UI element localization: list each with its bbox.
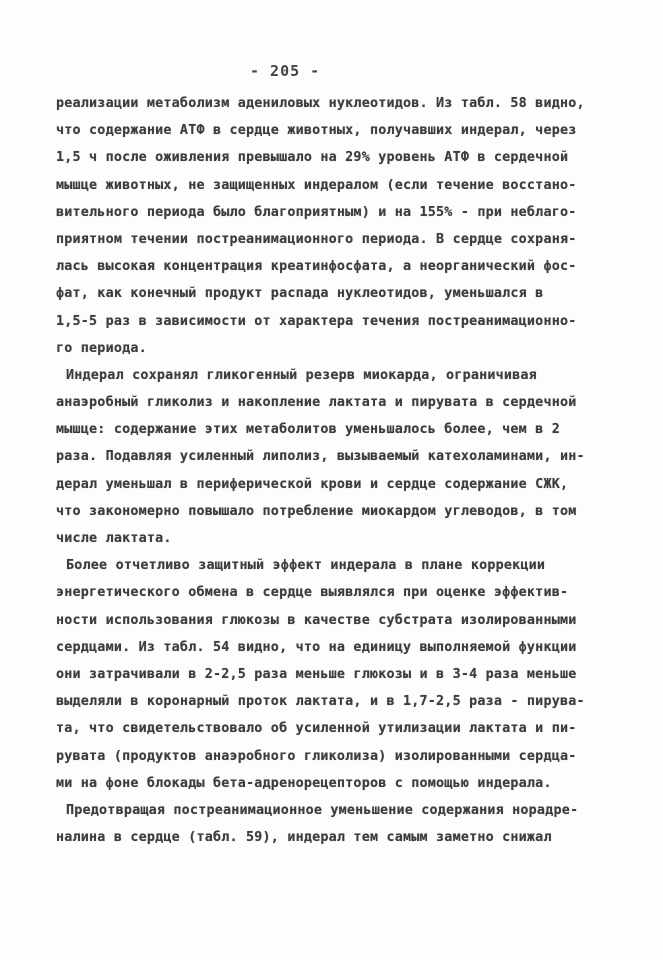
text-line: числе лактата. bbox=[56, 531, 172, 546]
text-line: 1,5 ч после оживления превышало на 29% уровень АТФ в сердечной bbox=[56, 150, 569, 166]
text-line: они затрачивали в 2-2,5 раза меньше глюкозы и в 3-4 раза меньше bbox=[56, 666, 577, 682]
text-line: рувата (продуктов анаэробного гликолиза) изолированными сердца- bbox=[56, 748, 577, 764]
text-line: налина в сердце (табл. 59), индерал тем самым заметно снижал bbox=[56, 830, 552, 846]
text-line: 1,5-5 раз в зависимости от характера течения постреанимационно- bbox=[56, 313, 577, 329]
paragraph-3 bbox=[56, 552, 616, 797]
text-line: дерал уменьшал в периферической крови и сердце содержание СЖК, bbox=[56, 476, 569, 492]
page-number: - 205 - bbox=[250, 62, 321, 80]
text-line: что содержание АТФ в сердце животных, получавших индерал, через bbox=[56, 123, 577, 139]
text-line: Индерал сохранял гликогенный резерв миокарда, ограничивая bbox=[66, 367, 537, 383]
text-line: Более отчетливо защитный эффект индерала в плане коррекции bbox=[66, 558, 546, 574]
body-text bbox=[56, 90, 616, 851]
text-line: энергетического обмена в сердце выявлялся при оценке эффектив- bbox=[56, 585, 569, 601]
text-line: ности использования глюкозы в качестве субстрата изолированными bbox=[56, 612, 577, 628]
paragraph-4 bbox=[56, 797, 616, 851]
text-line: ми на фоне блокады бета-адренорецепторов с помощью индерала. bbox=[56, 775, 552, 791]
text-line: та, что свидетельствовало об усиленной утилизации лактата и пи- bbox=[56, 721, 577, 737]
text-line: анаэробный гликолиз и накопление лактата и пирувата в сердечной bbox=[56, 395, 577, 411]
text-line: выделяли в коронарный проток лактата, и в 1,7-2,5 раза - пирува- bbox=[56, 694, 585, 710]
text-line: лась высокая концентрация креатинфосфата, а неорганический фос- bbox=[56, 259, 577, 275]
text-line: реализации метаболизм адениловых нуклеотидов. Из табл. 58 видно, bbox=[56, 96, 585, 111]
paragraph-1 bbox=[56, 90, 616, 362]
text-line: раза. Подавляя усиленный липолиз, вызываемый катехоламинами, ин- bbox=[56, 449, 585, 465]
text-line: фат, как конечный продукт распада нуклеотидов, уменьшался в bbox=[56, 286, 544, 302]
text-line: мышце животных, не защищенных индералом (если течение восстано- bbox=[56, 177, 577, 193]
text-line: что закономерно повышало потребление миокардом углеводов, в том bbox=[56, 503, 577, 519]
text-line: го периода. bbox=[56, 340, 147, 356]
text-line: сердцами. Из табл. 54 видно, что на единицу выполняемой функции bbox=[56, 639, 577, 655]
text-line: мышце: содержание этих метаболитов уменьшалось более, чем в 2 bbox=[56, 422, 560, 438]
paragraph-2 bbox=[56, 362, 616, 552]
text-line: приятном течении постреанимационного периода. В сердце сохраня- bbox=[56, 231, 577, 247]
text-line: вительного периода было благоприятным) и на 155% - при неблаго- bbox=[56, 204, 577, 220]
text-line: Предотвращая постреанимационное уменьшение содержания норадре- bbox=[66, 802, 579, 818]
